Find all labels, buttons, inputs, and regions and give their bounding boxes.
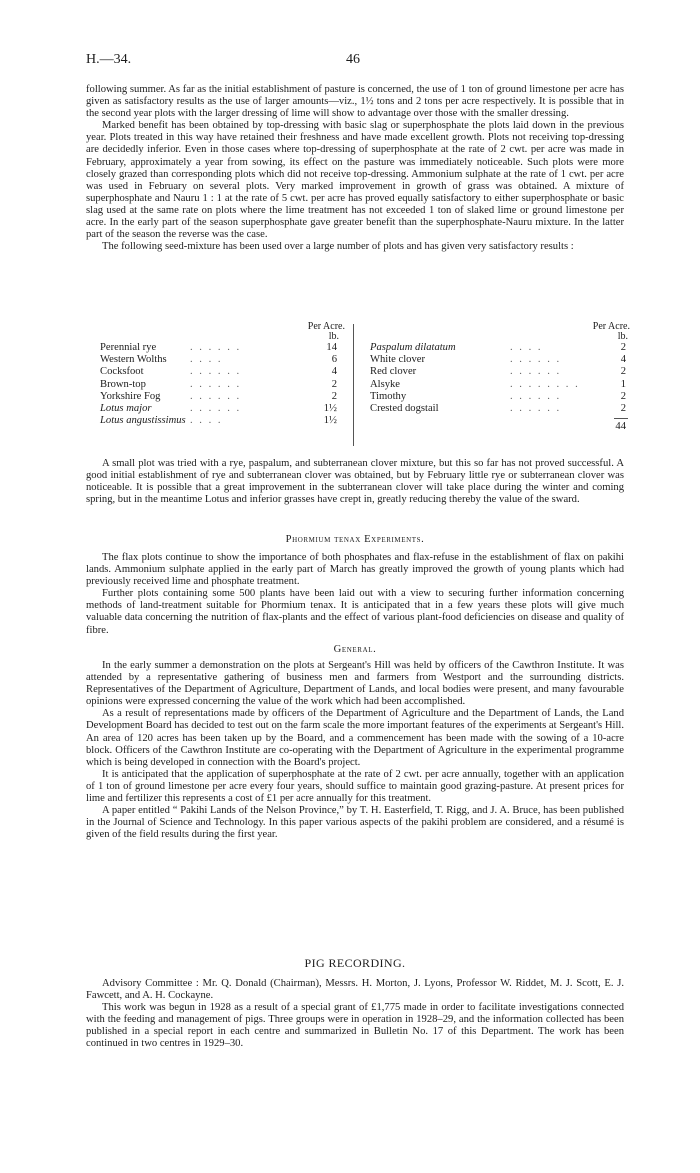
seed-table-left-column bbox=[100, 322, 345, 427]
seed-row bbox=[100, 415, 345, 427]
leader-dots: . . . . . . . . bbox=[510, 378, 580, 390]
seed-mixture-table bbox=[100, 322, 630, 450]
paragraph: In the early summer a demonstration on the plots at Sergeant's Hill was held by officers of the Cawthron Institute. It was attended by a representative gathering of business men and farmers from Westport and the surrounding districts. Representatives of the Department of Agriculture, Department of Lands, and local bodies were present, and many favourable opinions were expressed concerning the value of the work which had been accomplished. bbox=[86, 660, 624, 708]
paragraph: Advisory Committee : Mr. Q. Donald (Chairman), Messrs. H. Morton, J. Lyons, Professor W. Riddet, M. J. Scott, E. J. Fawcett, and A. H. Cockayne. bbox=[86, 978, 624, 1002]
seed-quantity: 2 bbox=[620, 342, 626, 353]
body-section-5 bbox=[86, 978, 624, 1051]
paragraph: A paper entitled “ Pakihi Lands of the Nelson Province,” by T. H. Easterfield, T. Rigg, and J. A. Bruce, has been published in the Journal of Science and Technology. In this paper various aspects of the pakihi problem are considered, and a résumé is given of the field results during the first year. bbox=[86, 805, 624, 841]
document-reference: H.—34. bbox=[86, 52, 132, 67]
seed-name: Brown-top bbox=[100, 378, 146, 390]
leader-dots: . . . . . . bbox=[190, 390, 242, 402]
seed-name: White clover bbox=[370, 354, 426, 366]
seed-row bbox=[100, 379, 345, 391]
seed-quantity: 1 bbox=[620, 378, 626, 390]
body-section-4 bbox=[86, 660, 624, 841]
column-unit: lb. bbox=[617, 331, 628, 342]
seed-quantity: 2 bbox=[620, 366, 626, 378]
leader-dots: . . . . . . bbox=[510, 354, 562, 366]
seed-total: 44 bbox=[615, 421, 626, 433]
body-section-3 bbox=[86, 552, 624, 637]
leader-dots: . . . . . . bbox=[510, 402, 562, 414]
seed-row bbox=[100, 366, 345, 378]
seed-quantity: 4 bbox=[620, 354, 626, 366]
paragraph: It is anticipated that the application of superphosphate at the rate of 2 cwt. per acre annually, together with an application of 1 ton of ground limestone per acre every four years, should suffice to maintain good grazing-pasture. At present prices for lime and fertilizer this represents a cost of £1 per acre annually for this treatment. bbox=[86, 768, 624, 805]
seed-name: Crested dogstail bbox=[370, 402, 439, 414]
seed-name: Lotus major bbox=[100, 402, 152, 414]
seed-row bbox=[100, 391, 345, 403]
seed-quantity: 14 bbox=[326, 342, 337, 353]
seed-quantity: 1½ bbox=[323, 415, 337, 427]
paragraph: following summer. As far as the initial establishment of pasture is concerned, the use of 1 ton of ground limestone per acre has given as satisfactory results as the use of larger amounts—viz., 1½ tons and 2 tons per acre respectively. It is possible that in the second year plots with the larger dressing of lime will show to advantage over those with the smaller dressing. bbox=[86, 84, 624, 120]
seed-name: Perennial rye bbox=[100, 342, 157, 353]
seed-name: Yorkshire Fog bbox=[100, 390, 161, 402]
seed-quantity: 2 bbox=[331, 378, 337, 390]
section-heading-general: General. bbox=[333, 644, 377, 655]
seed-row bbox=[370, 354, 630, 366]
seed-row bbox=[370, 391, 630, 403]
seed-quantity: 6 bbox=[331, 354, 337, 366]
leader-dots: . . . . . . bbox=[190, 402, 242, 414]
seed-row bbox=[100, 403, 345, 415]
leader-dots: . . . . . . bbox=[510, 366, 562, 378]
page-number: 46 bbox=[346, 52, 360, 67]
seed-name: Cocksfoot bbox=[100, 366, 144, 378]
leader-dots: . . . . . . bbox=[510, 390, 562, 402]
paragraph: Further plots containing some 500 plants have been laid out with a view to securing further information concerning methods of land-treatment suitable for Phormium tenax. It is anticipated that in a few years these plots will give much valuable data concerning the nutrition of flax-plants and the effect of various plant-food deficiencies on disease and quality of fibre. bbox=[86, 588, 624, 636]
seed-name: Red clover bbox=[370, 366, 417, 378]
column-divider bbox=[353, 324, 354, 446]
section-heading-phormium: Phormium tenax Experiments. bbox=[285, 534, 425, 545]
paragraph: As a result of representations made by officers of the Department of Agriculture and the Department of Lands, the Land Development Board has decided to test out on the farm scale the more important features of the experiments at Sergeant's Hill. An area of 120 acres has been taken up by the Board, and a commencement has been made with the sowing of a 10-acre block. Officers of the Cawthron Institute are co-operating with the Department of Agriculture in the experimental programme which is being developed in connection with the Board's project. bbox=[86, 708, 624, 768]
seed-row bbox=[370, 366, 630, 378]
paragraph: This work was begun in 1928 as a result of a special grant of £1,775 made in order to facilitate investigations connected with the feeding and management of pigs. Three groups were in operation in 1928–29, and the information collected has been published in a special report in each centre and summarized in Bulletin No. 17 of this Department. The work has been continued in two centres in 1929–30. bbox=[86, 1002, 624, 1050]
seed-quantity: 2 bbox=[620, 390, 626, 402]
paragraph: The following seed-mixture has been used over a large number of plots and has given very satisfactory results : bbox=[102, 241, 574, 253]
column-header: Per Acre. bbox=[307, 321, 345, 332]
paragraph: The flax plots continue to show the importance of both phosphates and flax-refuse in the establishment of flax on pakihi lands. Ammonium sulphate applied in the early part of March has greatly improved the growth of young plants which had previously received lime and phosphate treatment. bbox=[86, 552, 624, 588]
seed-table-right-column bbox=[370, 322, 630, 433]
leader-dots: . . . . . . bbox=[190, 366, 242, 378]
seed-row bbox=[370, 342, 630, 354]
leader-dots: . . . . bbox=[190, 354, 223, 366]
seed-quantity: 2 bbox=[331, 390, 337, 402]
page-header bbox=[86, 52, 620, 72]
leader-dots: . . . . . . bbox=[190, 378, 242, 390]
seed-name: Alsyke bbox=[370, 378, 401, 390]
leader-dots: . . . . bbox=[510, 342, 543, 353]
seed-quantity: 2 bbox=[620, 402, 626, 414]
paragraph: Marked benefit has been obtained by top-dressing with basic slag or superphosphate the plots laid down in the previous year. Plots treated in this way have retained their freshness and have made excellent growth. Plots not receiving top-dressing are decidedly inferior. Even in those cases where top-dressing of superphosphate at the rate of 2 cwt. per acre was made in February, approximately a year from sowing, its effect on the pasture was immediately noticeable. Such plots were more closely grazed than corresponding plots which did not receive top-dressing. Ammonium sulphate at the rate of 1 cwt. per acre was used in February on several plots. Very marked improvement in growth of grass was obtained. A mixture of superphosphate and Nauru 1 : 1 at the rate of 5 cwt. per acre has proved equally satisfactory to either superphosphate or basic slag used at the same rate on plots where the lime treatment has not exceeded 1 ton of slaked lime or ground limestone per acre. In the early part of the season superphosphate gave greater benefit than the superphosphate-Nauru mixture. In the latter part of the season the reverse was the case. bbox=[86, 120, 624, 241]
seed-row bbox=[100, 342, 345, 354]
leader-dots: . . . . . . bbox=[190, 342, 242, 353]
seed-quantity: 1½ bbox=[323, 402, 337, 414]
total-rule bbox=[614, 418, 628, 419]
section-heading-pig-recording: PIG RECORDING. bbox=[304, 956, 406, 970]
seed-row bbox=[370, 403, 630, 415]
body-section-1 bbox=[86, 84, 624, 253]
seed-row bbox=[100, 354, 345, 366]
body-section-2 bbox=[86, 458, 624, 506]
column-unit: lb. bbox=[328, 331, 339, 342]
leader-dots: . . . . bbox=[190, 415, 223, 427]
seed-name: Lotus angustissimus bbox=[100, 415, 186, 427]
seed-name: Timothy bbox=[370, 390, 407, 402]
seed-quantity: 4 bbox=[331, 366, 337, 378]
column-header: Per Acre. bbox=[592, 321, 630, 332]
seed-name: Paspalum dilatatum bbox=[370, 342, 456, 353]
seed-row bbox=[370, 379, 630, 391]
paragraph: A small plot was tried with a rye, paspalum, and subterranean clover mixture, but this so far has not proved successful. A good initial establishment of rye and subterranean clover was obtained, but by February little rye or subterranean clover was noticeable. It is possible that a great improvement in the subterranean clover will take place during the winter and coming spring, but in the meantime Lotus and inferior grasses have crept in, greatly reducing thereby the value of the sward. bbox=[86, 458, 624, 506]
seed-name: Western Wolths bbox=[100, 354, 167, 366]
